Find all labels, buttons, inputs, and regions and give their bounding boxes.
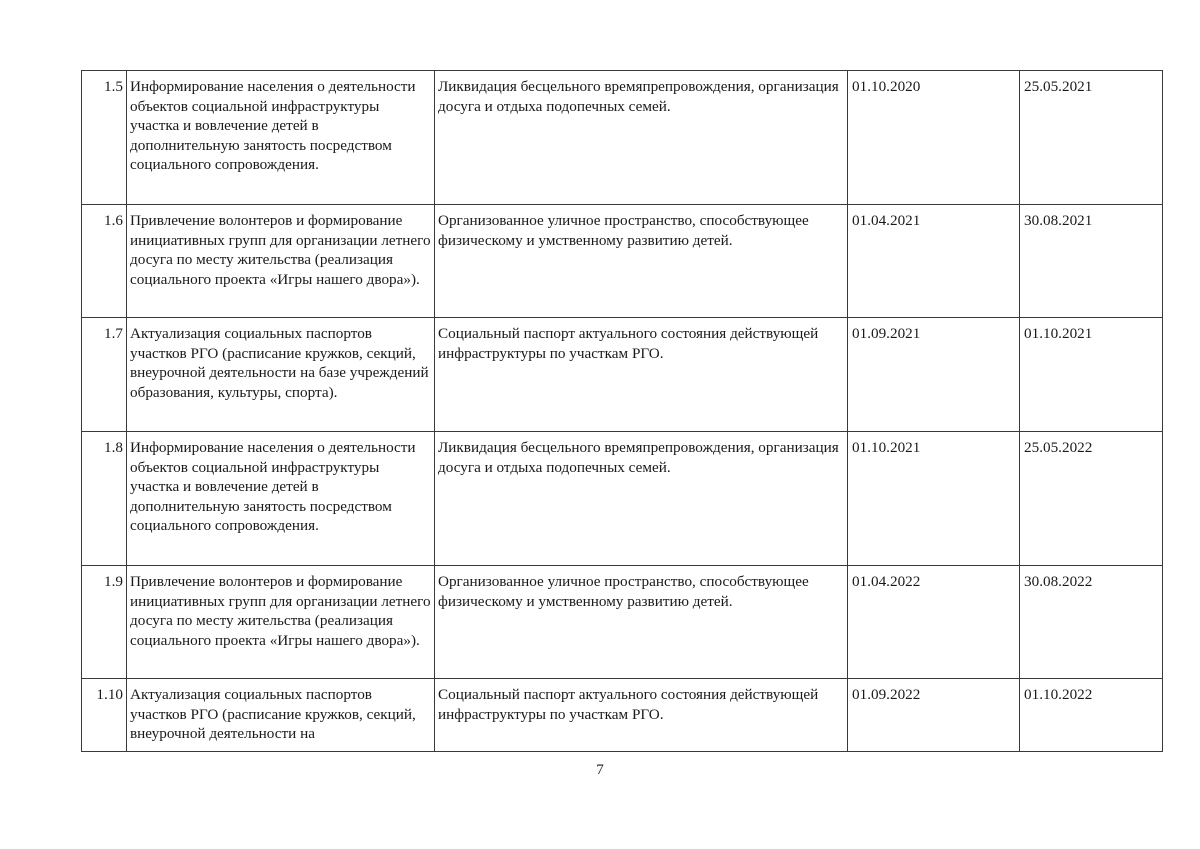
expected-result: Организованное уличное пространство, способствующее физическому и умственному развитию детей. bbox=[435, 205, 848, 318]
row-number: 1.5 bbox=[82, 71, 127, 205]
start-date: 01.10.2020 bbox=[848, 71, 1020, 205]
expected-result: Социальный паспорт актуального состояния действующей инфраструктуры по участкам РГО. bbox=[435, 679, 848, 752]
end-date: 25.05.2021 bbox=[1020, 71, 1163, 205]
table-row bbox=[82, 318, 1163, 432]
start-date: 01.04.2021 bbox=[848, 205, 1020, 318]
event-description: Актуализация социальных паспортов участков РГО (расписание кружков, секций, внеурочной деятельности на базе учреждений образования, культуры, спорта). bbox=[127, 318, 435, 432]
table-row bbox=[82, 566, 1163, 679]
end-date: 01.10.2021 bbox=[1020, 318, 1163, 432]
row-number: 1.8 bbox=[82, 432, 127, 566]
start-date: 01.04.2022 bbox=[848, 566, 1020, 679]
table-row bbox=[82, 679, 1163, 752]
page-number: 7 bbox=[596, 762, 604, 778]
table-row bbox=[82, 71, 1163, 205]
end-date: 25.05.2022 bbox=[1020, 432, 1163, 566]
event-description: Актуализация социальных паспортов участков РГО (расписание кружков, секций, внеурочной деятельности на bbox=[127, 679, 435, 752]
event-description: Привлечение волонтеров и формирование инициативных групп для организации летнего досуга по месту жительства (реализация социального проекта «Игры нашего двора»). bbox=[127, 566, 435, 679]
event-description: Информирование населения о деятельности объектов социальной инфраструктуры участка и вовлечение детей в дополнительную занятость посредством социального сопровождения. bbox=[127, 71, 435, 205]
row-number: 1.6 bbox=[82, 205, 127, 318]
end-date: 30.08.2021 bbox=[1020, 205, 1163, 318]
start-date: 01.10.2021 bbox=[848, 432, 1020, 566]
end-date: 01.10.2022 bbox=[1020, 679, 1163, 752]
row-number: 1.7 bbox=[82, 318, 127, 432]
end-date: 30.08.2022 bbox=[1020, 566, 1163, 679]
start-date: 01.09.2021 bbox=[848, 318, 1020, 432]
start-date: 01.09.2022 bbox=[848, 679, 1020, 752]
row-number: 1.9 bbox=[82, 566, 127, 679]
table-row bbox=[82, 205, 1163, 318]
row-number: 1.10 bbox=[82, 679, 127, 752]
event-description: Информирование населения о деятельности объектов социальной инфраструктуры участка и вовлечение детей в дополнительную занятость посредством социального сопровождения. bbox=[127, 432, 435, 566]
expected-result: Организованное уличное пространство, способствующее физическому и умственному развитию детей. bbox=[435, 566, 848, 679]
expected-result: Ликвидация бесцельного времяпрепровождения, организация досуга и отдыха подопечных семей. bbox=[435, 432, 848, 566]
plan-table bbox=[81, 70, 1163, 752]
expected-result: Социальный паспорт актуального состояния действующей инфраструктуры по участкам РГО. bbox=[435, 318, 848, 432]
expected-result: Ликвидация бесцельного времяпрепровождения, организация досуга и отдыха подопечных семей. bbox=[435, 71, 848, 205]
table-row bbox=[82, 432, 1163, 566]
event-description: Привлечение волонтеров и формирование инициативных групп для организации летнего досуга по месту жительства (реализация социального проекта «Игры нашего двора»). bbox=[127, 205, 435, 318]
